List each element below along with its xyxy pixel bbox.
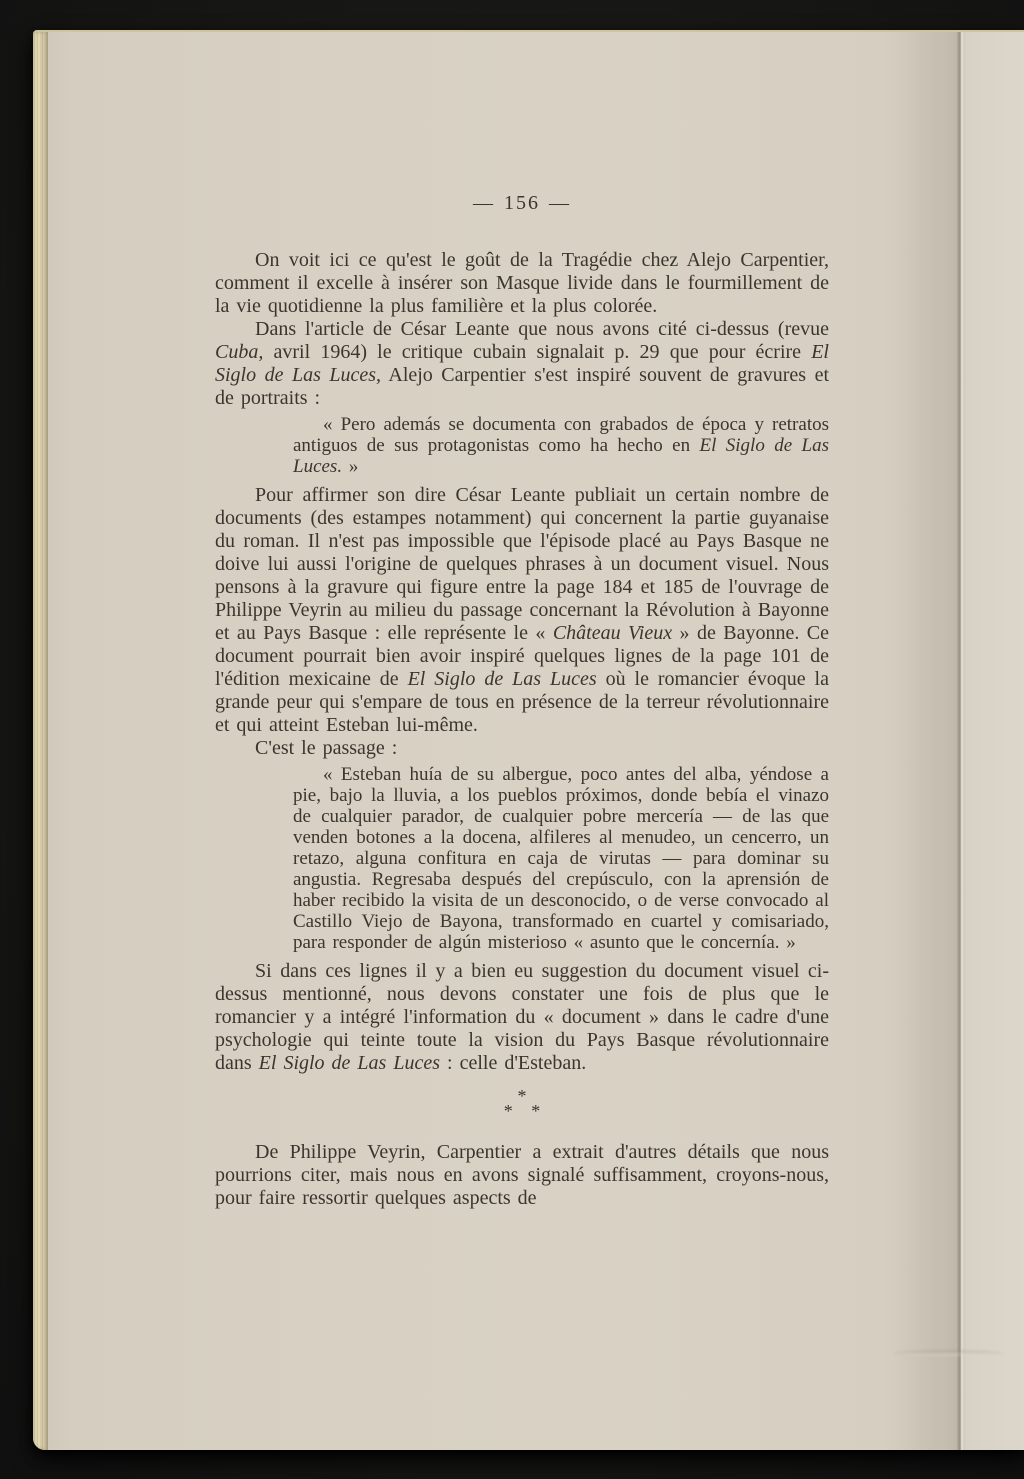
page-text	[215, 192, 829, 1210]
page-curvature-shading	[891, 32, 957, 1450]
page-number: — 156 —	[473, 192, 571, 214]
paragraph-5: Si dans ces lignes il y a bien eu suggestion du document visuel ci-dessus mentionné, nous devons constater une fois de plus que le romancier y a intégré l'information du « document » dans le cadre d'une psychologie qui teinte toute la vision du Pays Basque révolutionnaire dans El Siglo de Las Luces : celle d'Esteban.	[215, 960, 829, 1074]
paragraph-1: On voit ici ce qu'est le goût de la Tragédie chez Alejo Carpentier, comment il excelle à insérer son Masque livide dans le fourmillement de la vie quotidienne la plus familière et la plus colorée.	[215, 249, 829, 317]
asterisk-top: *	[517, 1086, 527, 1106]
paragraph-3: Pour affirmer son dire César Leante publiait un certain nombre de documents (des estampes notamment) qui concernent la partie guyanaise du roman. Il n'est pas impossible que l'épisode placé au Pays Basque ne doive lui aussi l'origine de quelques phrases à un document visuel. Nous pensons à la gravure qui figure entre la page 184 et 185 de l'ouvrage de Philippe Veyrin au milieu du passage concernant la Révolution à Bayonne et au Pays Basque : elle représente le « Château Vieux » de Bayonne. Ce document pourrait bien avoir inspiré quelques lignes de la page 101 de l'édition mexicaine de El Siglo de Las Luces où le romancier évoque la grande peur qui s'empare de tous en présence de la terreur révolutionnaire et qui atteint Esteban lui-même.	[215, 484, 829, 736]
paragraph-2: Dans l'article de César Leante que nous avons cité ci-dessus (revue Cuba, avril 1964) le critique cubain signalait p. 29 que pour écrire El Siglo de Las Luces, Alejo Carpentier s'est inspiré souvent de gravures et de portraits :	[215, 318, 829, 409]
book-page	[33, 30, 1024, 1450]
section-divider	[215, 1086, 829, 1121]
paragraph-6: De Philippe Veyrin, Carpentier a extrait d'autres détails que nous pourrions citer, mais nous en avons signalé suffisamment, croyons-nous, pour faire ressortir quelques aspects de	[215, 1141, 829, 1209]
block-quote-spanish-2: « Esteban huía de su albergue, poco antes del alba, yéndose a pie, bajo la lluvia, a los pueblos próximos, donde bebía el vinazo de cualquier parador, de cualquier pobre mercería — de las que venden botones a la docena, alfileres al menudeo, un cencerro, un retazo, alguna confitura en caja de virutas — para dominar su angustia. Regresaba después del crepúsculo, con la aprensión de haber recibido la visita de un desconocido, o de verse convocado al Castillo Viejo de Bayona, transformado en cuartel y comisariado, para responder de algún misterioso « asunto que le concernía. »	[293, 764, 829, 953]
paper-dent	[893, 1350, 1003, 1356]
text-blocks	[215, 249, 829, 1210]
block-quote-spanish-1: « Pero además se documenta con grabados de época y retratos antiguos de sus protagonistas como ha hecho en El Siglo de Las Luces. »	[293, 414, 829, 477]
page-fold-crease	[957, 32, 967, 1450]
page-edge-stack	[33, 32, 48, 1450]
paragraph-4: C'est le passage :	[255, 737, 398, 759]
asterisk-bottom-pair: * *	[503, 1101, 541, 1121]
